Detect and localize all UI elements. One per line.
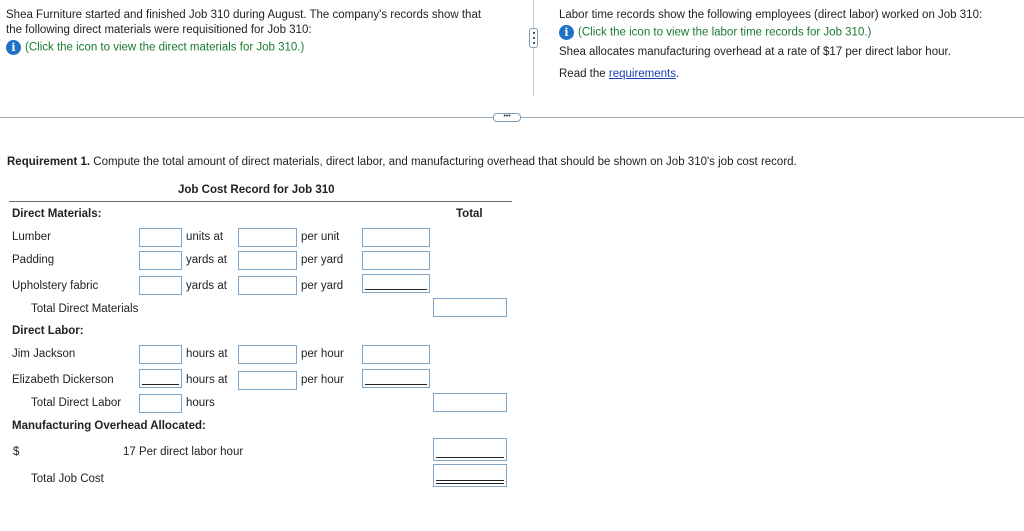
total-job-cost-input[interactable] xyxy=(433,464,507,487)
direct-materials-header: Direct Materials: xyxy=(12,208,102,220)
table-header-line xyxy=(9,201,512,202)
fabric-unit-label: yards at xyxy=(186,280,227,292)
overhead-rate-text: 17 Per direct labor hour xyxy=(123,446,244,458)
padding-per-label: per yard xyxy=(301,254,344,266)
lumber-unit-label: units at xyxy=(186,231,224,243)
info-icon[interactable]: i xyxy=(559,25,574,40)
lumber-total-input[interactable] xyxy=(362,228,430,247)
padding-units-input[interactable] xyxy=(139,251,182,270)
total-labor-hours-label: hours xyxy=(186,397,215,409)
jim-unit-label: hours at xyxy=(186,348,228,360)
elizabeth-label: Elizabeth Dickerson xyxy=(12,374,114,386)
requirement-label: Requirement 1. xyxy=(7,156,91,168)
fabric-units-input[interactable] xyxy=(139,276,182,295)
padding-total-input[interactable] xyxy=(362,251,430,270)
overhead-allocated-input[interactable] xyxy=(433,438,507,461)
requirement-body: Compute the total amount of direct materials, direct labor, and manufacturing overhead that should be shown on Job 310's job cost record. xyxy=(90,156,797,168)
total-direct-labor-input[interactable] xyxy=(433,393,507,412)
dollar-sign: $ xyxy=(13,446,20,458)
fabric-price-input[interactable] xyxy=(238,276,297,295)
intro-line-1: Shea Furniture started and finished Job 310 during August. The company's records show that xyxy=(6,9,482,21)
intro-line-2: the following direct materials were requisitioned for Job 310: xyxy=(6,24,312,36)
lumber-price-input[interactable] xyxy=(238,228,297,247)
elizabeth-hours-input[interactable] xyxy=(139,369,182,388)
total-job-cost-label: Total Job Cost xyxy=(31,473,104,485)
table-title: Job Cost Record for Job 310 xyxy=(178,184,335,196)
read-requirements-line xyxy=(559,68,679,80)
materials-info-link[interactable]: (Click the icon to view the direct materials for Job 310.) xyxy=(25,41,305,54)
labor-info-link[interactable]: (Click the icon to view the labor time records for Job 310.) xyxy=(578,26,872,39)
total-direct-materials-input[interactable] xyxy=(433,298,507,317)
manufacturing-overhead-header: Manufacturing Overhead Allocated: xyxy=(12,420,206,432)
padding-label: Padding xyxy=(12,254,55,266)
total-labor-hours-input[interactable] xyxy=(139,394,182,413)
total-direct-materials-label: Total Direct Materials xyxy=(31,303,139,315)
read-prefix: Read the xyxy=(559,68,609,80)
jim-total-input[interactable] xyxy=(362,345,430,364)
read-suffix: . xyxy=(676,68,680,80)
labor-info-row xyxy=(559,25,871,40)
elizabeth-total-input[interactable] xyxy=(362,369,430,388)
materials-info-row xyxy=(6,40,304,55)
direct-labor-header: Direct Labor: xyxy=(12,325,84,337)
fabric-total-input[interactable] xyxy=(362,274,430,293)
lumber-per-label: per unit xyxy=(301,231,340,243)
requirements-link[interactable]: requirements xyxy=(608,68,676,80)
total-direct-labor-label: Total Direct Labor xyxy=(31,397,122,409)
lumber-units-input[interactable] xyxy=(139,228,182,247)
horizontal-drag-handle-icon[interactable]: ••• xyxy=(493,113,521,122)
overhead-rate-line: Shea allocates manufacturing overhead at a rate of $17 per direct labor hour. xyxy=(559,46,951,58)
labor-intro-line: Labor time records show the following employees (direct labor) worked on Job 310: xyxy=(559,9,983,21)
elizabeth-per-label: per hour xyxy=(301,374,344,386)
elizabeth-unit-label: hours at xyxy=(186,374,228,386)
lumber-label: Lumber xyxy=(12,231,51,243)
elizabeth-rate-input[interactable] xyxy=(238,371,297,390)
jim-label: Jim Jackson xyxy=(12,348,76,360)
total-column-header: Total xyxy=(456,208,483,220)
drag-handle-icon[interactable] xyxy=(529,28,538,48)
padding-unit-label: yards at xyxy=(186,254,227,266)
fabric-per-label: per yard xyxy=(301,280,344,292)
info-icon[interactable]: i xyxy=(6,40,21,55)
padding-price-input[interactable] xyxy=(238,251,297,270)
requirement-text xyxy=(7,156,797,168)
fabric-label: Upholstery fabric xyxy=(12,280,99,292)
vertical-divider xyxy=(533,0,534,96)
jim-hours-input[interactable] xyxy=(139,345,182,364)
jim-per-label: per hour xyxy=(301,348,344,360)
jim-rate-input[interactable] xyxy=(238,345,297,364)
